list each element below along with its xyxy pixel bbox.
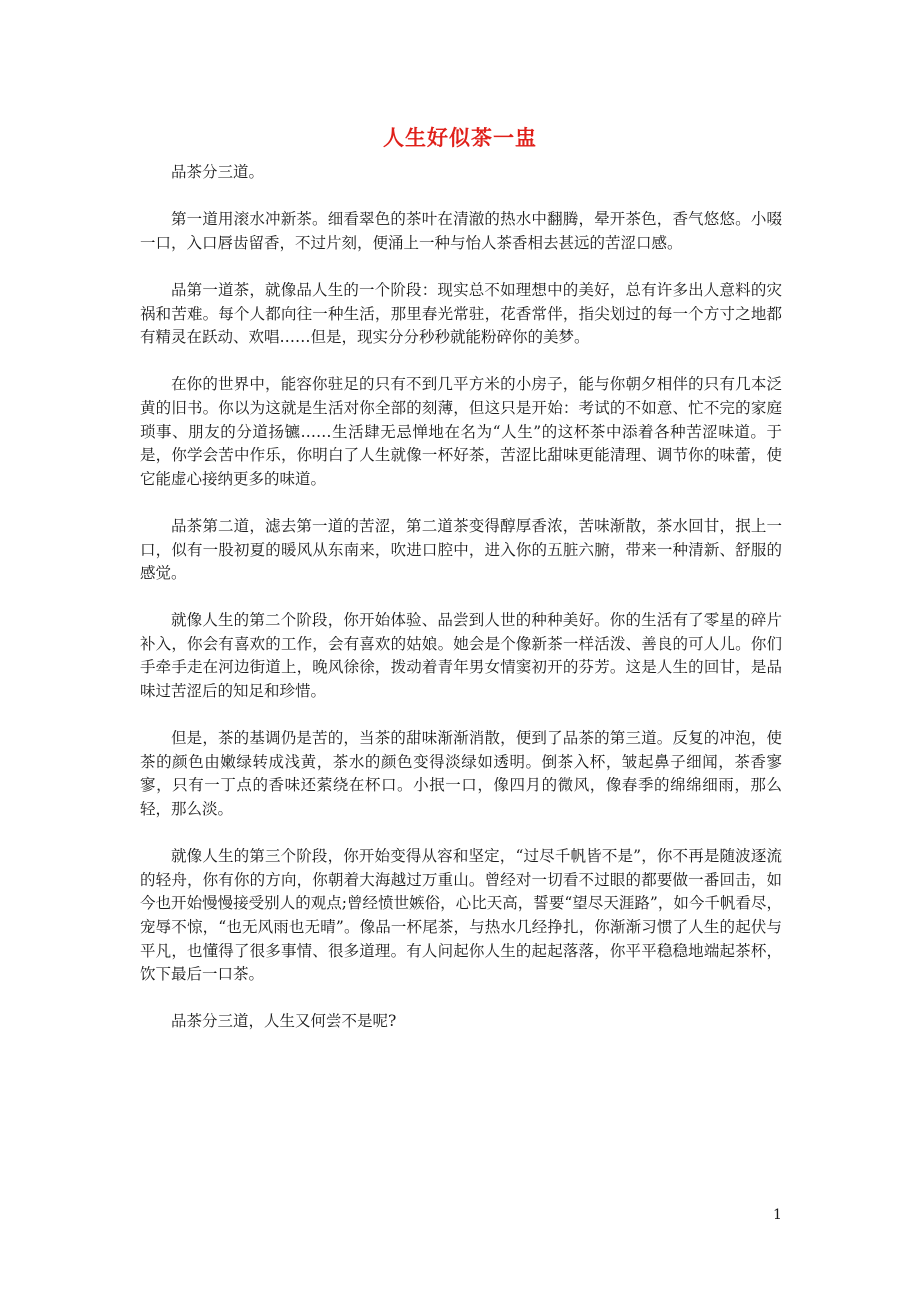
paragraph-4: 在你的世界中，能容你驻足的只有不到几平方米的小房子，能与你朝夕相伴的只有几本泛黄的旧书。你以为这就是生活对你全部的刻薄，但这只是开始：考试的不如意、忙不完的家庭琐事、朋友的分道扬镳……生活肆无忌惮地在名为“人生”的这杯茶中添着各种苦涩味道。于是，你学会苦中作乐，你明白了人生就像一杯好茶，苦涩比甜味更能清理、调节你的味蕾，使它能虚心接纳更多的味道。 <box>140 375 782 488</box>
document-title: 人生好似茶一盅 <box>383 125 537 150</box>
page-number: 1 <box>773 1207 782 1223</box>
paragraph-9: 品茶分三道，人生又何尝不是呢? <box>171 1012 397 1031</box>
paragraph-2: 第一道用滚水冲新茶。细看翠色的茶叶在清澈的热水中翻腾，晕开茶色，香气悠悠。小啜一口，入口唇齿留香，不过片刻，便涌上一种与怡人茶香相去甚远的苦涩口感。 <box>140 210 782 252</box>
paragraph-6: 就像人生的第二个阶段，你开始体验、品尝到人世的种种美好。你的生活有了零星的碎片补入，你会有喜欢的工作，会有喜欢的姑娘。她会是个像新茶一样活泼、善良的可人儿。你们手牵手走在河边街道上，晚风徐徐，拨动着青年男女情窦初开的芬芳。这是人生的回甘，是品味过苦涩后的知足和珍惜。 <box>140 611 782 701</box>
paragraph-7: 但是，茶的基调仍是苦的，当茶的甜味渐渐消散，便到了品茶的第三道。反复的冲泡，使茶的颜色由嫩绿转成浅黄，茶水的颜色变得淡绿如透明。倒茶入杯，皱起鼻子细闻，茶香寥寥，只有一丁点的香味还萦绕在杯口。小抿一口，像四月的微风，像春季的绵绵细雨，那么轻，那么淡。 <box>140 729 782 819</box>
paragraph-3: 品第一道茶，就像品人生的一个阶段：现实总不如理想中的美好，总有许多出人意料的灾祸和苦难。每个人都向往一种生活，那里春光常驻，花香常伴，指尖划过的每一个方寸之地都有精灵在跃动、欢唱……但是，现实分分秒秒就能粉碎你的美梦。 <box>140 280 782 347</box>
document-body <box>140 161 782 1034</box>
paragraph-5: 品茶第二道，滤去第一道的苦涩，第二道茶变得醇厚香浓，苦味渐散，茶水回甘，抿上一口，似有一股初夏的暖风从东南来，吹进口腔中，进入你的五脏六腑，带来一种清新、舒服的感觉。 <box>140 516 782 583</box>
paragraph-1: 品茶分三道。 <box>171 163 265 181</box>
paragraph-8: 就像人生的第三个阶段，你开始变得从容和坚定，“过尽千帆皆不是”，你不再是随波逐流的轻舟，你有你的方向，你朝着大海越过万重山。曾经对一切看不过眼的都要做一番回击，如今也开始慢慢接受别人的观点;曾经愤世嫉俗，心比天高，誓要“望尽天涯路”，如今千帆看尽，宠辱不惊，“也无风雨也无晴”。像品一杯尾茶，与热水几经挣扎，你渐渐习惯了人生的起伏与平凡，也懂得了很多事情、很多道理。有人问起你人生的起起落落，你平平稳稳地端起茶杯，饮下最后一口茶。 <box>140 847 782 984</box>
